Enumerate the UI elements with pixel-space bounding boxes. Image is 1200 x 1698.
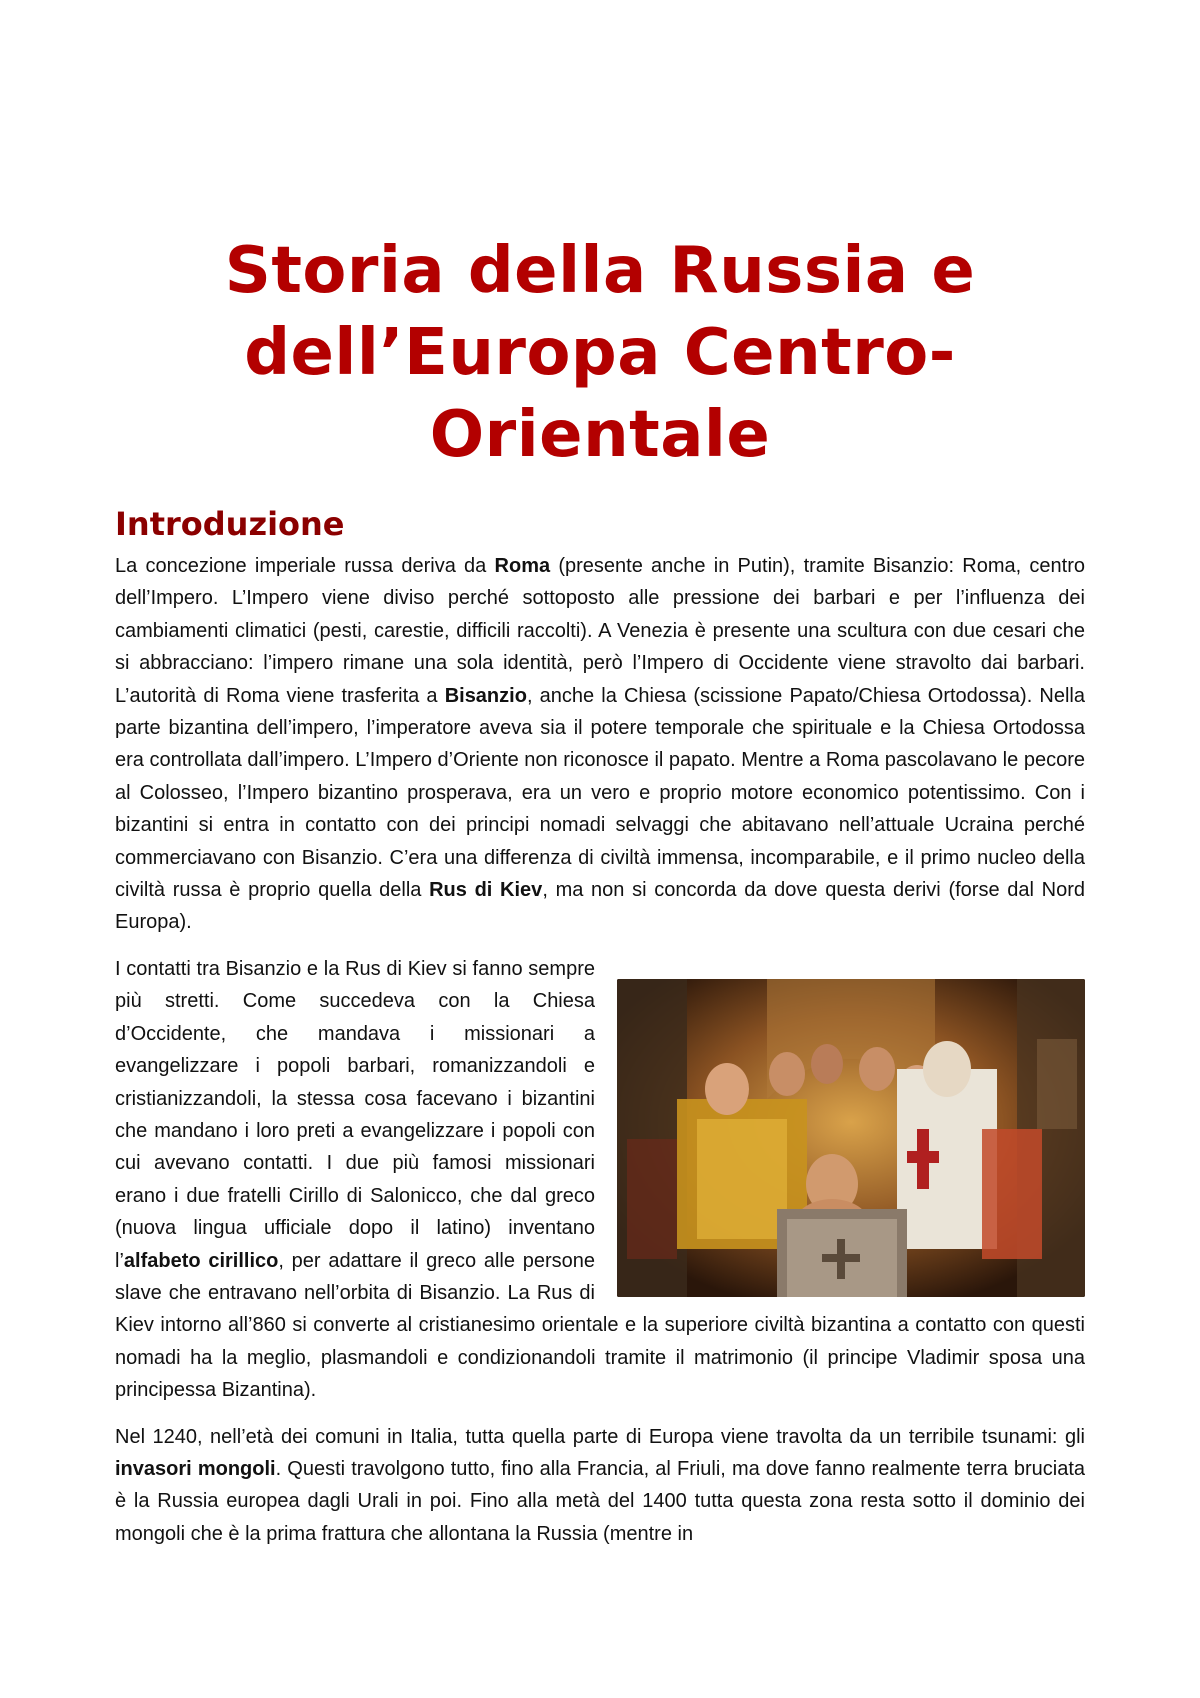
section-heading-introduzione: Introduzione — [115, 505, 345, 543]
document-page — [115, 230, 1085, 1564]
paragraph-1 — [115, 550, 1085, 939]
baptism-painting-image — [617, 979, 1085, 1297]
text-run: I contatti tra Bisanzio e la Rus di Kiev si fanno sempre più stretti. Come succedeva con la Chiesa d’Occidente, che mandava i missionari a evangelizzare i popoli barbari, romanizzandoli e cristianizzandoli, la stessa cosa facevano i bizantini che mandano i loro preti a evangelizzare i popoli con cui avevano contatti. I due più famosi missionari erano i due fratelli Cirillo di Salonicco, che dal greco (nuova lingua ufficiale dopo il latino) inventano l’ — [115, 957, 595, 1272]
text-run: , per adattare il greco alle persone slave che entravano nell’orbita di Bisanzio. La Rus di Kiev intorno all’860 si converte al cristianesimo orientale e la superiore civiltà bizantina a contatto con questi nomadi ha la meglio, plasmandoli e condizionandoli tramite il matrimonio (il principe Vladimir sposa una principessa Bizantina). — [115, 1249, 1085, 1402]
bold-term-rus-di-kiev: Rus di Kiev — [429, 879, 543, 902]
bold-term-roma: Roma — [494, 555, 551, 577]
text-run: , ma non si concorda da dove questa derivi (forse dal Nord Europa). — [115, 879, 1086, 934]
paragraph-3 — [115, 1421, 1085, 1551]
bold-term-invasori-mongoli: invasori mongoli — [115, 1457, 276, 1480]
text-run: , anche la Chiesa (scissione Papato/Chiesa Ortodossa). Nella parte bizantina dell’impero, l’imperatore aveva sia il potere temporale che spirituale e la Chiesa Ortodossa era controllata dall’impero. L’Impero d’Oriente non riconosce il papato. Mentre a Roma pascolavano le pecore al Colosseo, l’Impero bizantino prosperava, era un vero e proprio motore economico potentissimo. Con i bizantini si entra in contatto con dei principi nomadi selvaggi che abitavano nell’attuale Ucraina perché commerciavano con Bisanzio. C’era una differenza di civiltà immensa, incomparabile, e il primo nucleo della civiltà russa è proprio quella della — [115, 684, 1085, 902]
document-title: Storia della Russia e dell’Europa Centro-Orientale — [224, 234, 976, 472]
text-run: . Questi travolgono tutto, fino alla Francia, al Friuli, ma dove fanno realmente terra bruciata è la Russia europea dagli Urali in poi. Fino alla metà del 1400 tutta questa zona resta sotto il dominio dei mongoli che è la prima frattura che allontana la Russia (mentre in — [115, 1457, 1085, 1545]
bold-term-bisanzio: Bisanzio — [444, 684, 527, 707]
paragraph-2 — [115, 953, 1085, 1407]
text-run: (presente anche in Putin), tramite Bisanzio: Roma, centro dell’Impero. L’Impero viene diviso perché sottoposto alle pressione dei barbari e per l’influenza dei cambiamenti climatici (pesti, carestie, difficili raccolti). A Venezia è presente una scultura con due cesari che si abbracciano: l’impero rimane una sola identità, però l’Impero di Occidente viene stravolto dai barbari. L’autorità di Roma viene trasferita a — [115, 555, 1085, 707]
text-run: La concezione imperiale russa deriva da — [115, 555, 495, 577]
bold-term-alfabeto-cirillico: alfabeto cirillico — [123, 1249, 279, 1272]
text-run: Nel 1240, nell’età dei comuni in Italia, tutta quella parte di Europa viene travolta da un terribile tsunami: gli — [115, 1425, 1085, 1448]
painting-illustration — [617, 979, 1085, 1297]
